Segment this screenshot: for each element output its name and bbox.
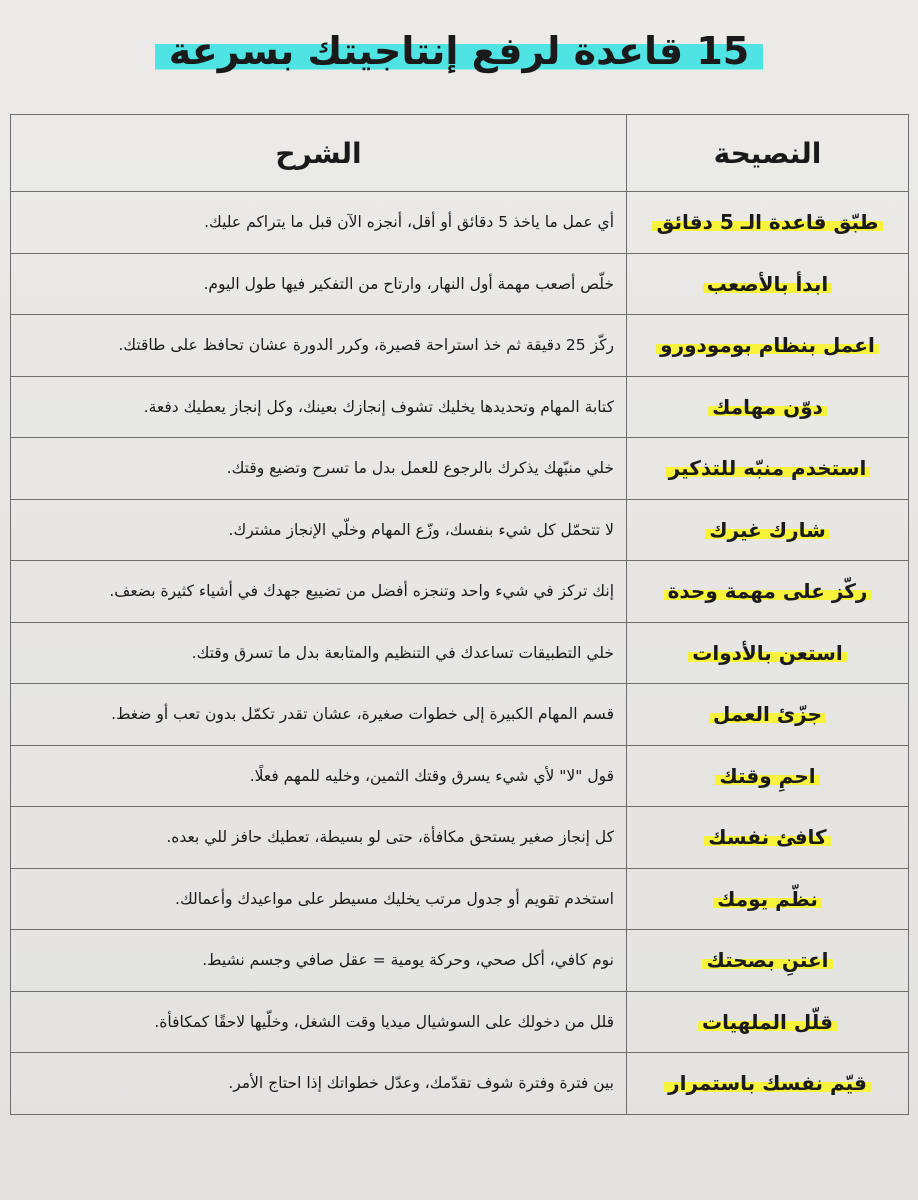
tip-cell — [627, 868, 909, 930]
table-row — [11, 745, 909, 807]
explanation-cell: لا تتحمّل كل شيء بنفسك، وزّع المهام وخلّي الإنجاز مشترك. — [11, 499, 627, 561]
tip-cell — [627, 499, 909, 561]
tip-label: استعن بالأدوات — [688, 641, 847, 665]
tip-cell — [627, 1053, 909, 1115]
table-row — [11, 561, 909, 623]
explanation-cell: إنك تركز في شيء واحد وتنجزه أفضل من تضييع جهدك في أشياء كثيرة بضعف. — [11, 561, 627, 623]
page-title: 15 قاعدة لرفع إنتاجيتك بسرعة — [155, 22, 764, 80]
tip-cell — [627, 991, 909, 1053]
explanation-cell: ركّز 25 دقيقة ثم خذ استراحة قصيرة، وكرر الدورة عشان تحافظ على طاقتك. — [11, 315, 627, 377]
explanation-cell: استخدم تقويم أو جدول مرتب يخليك مسيطر على مواعيدك وأعمالك. — [11, 868, 627, 930]
table-row — [11, 930, 909, 992]
explanation-cell: قسم المهام الكبيرة إلى خطوات صغيرة، عشان تقدر تكمّل بدون تعب أو ضغط. — [11, 684, 627, 746]
tip-label: كافئ نفسك — [704, 825, 830, 849]
table-row — [11, 684, 909, 746]
tip-label: نظّم يومك — [713, 887, 822, 911]
explanation-cell: قلل من دخولك على السوشيال ميديا وقت الشغل، وخلّيها لاحقًا كمكافأة. — [11, 991, 627, 1053]
tip-label: ركّز على مهمة وحدة — [664, 579, 872, 603]
header-tip: النصيحة — [627, 115, 909, 192]
tips-body — [11, 192, 909, 1115]
tip-cell — [627, 192, 909, 254]
title-wrap — [0, 22, 918, 80]
table-row — [11, 253, 909, 315]
table-row — [11, 807, 909, 869]
tip-cell — [627, 561, 909, 623]
explanation-cell: خلي التطبيقات تساعدك في التنظيم والمتابعة بدل ما تسرق وقتك. — [11, 622, 627, 684]
tip-label: شارك غيرك — [705, 518, 830, 542]
explanation-cell: خلّص أصعب مهمة أول النهار، وارتاح من التفكير فيها طول اليوم. — [11, 253, 627, 315]
table-row — [11, 622, 909, 684]
table-row — [11, 438, 909, 500]
tip-cell — [627, 315, 909, 377]
table-row — [11, 1053, 909, 1115]
explanation-cell: نوم كافي، أكل صحي، وحركة يومية = عقل صافي وجسم نشيط. — [11, 930, 627, 992]
tip-cell — [627, 438, 909, 500]
table-row — [11, 192, 909, 254]
explanation-cell: بين فترة وفترة شوف تقدّمك، وعدّل خطواتك إذا احتاج الأمر. — [11, 1053, 627, 1115]
tip-label: جزّئ العمل — [709, 702, 826, 726]
tip-label: طبّق قاعدة الـ 5 دقائق — [652, 210, 882, 234]
tip-cell — [627, 745, 909, 807]
table-row — [11, 376, 909, 438]
tip-cell — [627, 376, 909, 438]
tips-table — [10, 114, 909, 1115]
explanation-cell: قول "لا" لأي شيء يسرق وقتك الثمين، وخليه للمهم فعلًا. — [11, 745, 627, 807]
tip-cell — [627, 807, 909, 869]
header-explanation: الشرح — [11, 115, 627, 192]
explanation-cell: كل إنجاز صغير يستحق مكافأة، حتى لو بسيطة، تعطيك حافز للي بعده. — [11, 807, 627, 869]
tip-label: دوّن مهامك — [708, 395, 827, 419]
explanation-cell: أي عمل ما ياخذ 5 دقائق أو أقل، أنجزه الآن قبل ما يتراكم عليك. — [11, 192, 627, 254]
tip-label: اعمل بنظام بومودورو — [656, 333, 879, 357]
tip-label: احمِ وقتك — [715, 764, 819, 788]
tip-label: اعتنِ بصحتك — [702, 948, 832, 972]
tip-label: قلّل الملهيات — [698, 1010, 837, 1034]
table-row — [11, 499, 909, 561]
tip-cell — [627, 684, 909, 746]
tip-label: ابدأ بالأصعب — [703, 272, 832, 296]
table-row — [11, 315, 909, 377]
tip-cell — [627, 622, 909, 684]
tip-cell — [627, 930, 909, 992]
table-header-row — [11, 115, 909, 192]
tip-label: قيّم نفسك باستمرار — [664, 1071, 871, 1095]
explanation-cell: خلي منبّهك يذكرك بالرجوع للعمل بدل ما تسرح وتضيع وقتك. — [11, 438, 627, 500]
tip-label: استخدم منبّه للتذكير — [665, 456, 871, 480]
table-row — [11, 991, 909, 1053]
tip-cell — [627, 253, 909, 315]
table-row — [11, 868, 909, 930]
explanation-cell: كتابة المهام وتحديدها يخليك تشوف إنجازك بعينك، وكل إنجاز يعطيك دفعة. — [11, 376, 627, 438]
